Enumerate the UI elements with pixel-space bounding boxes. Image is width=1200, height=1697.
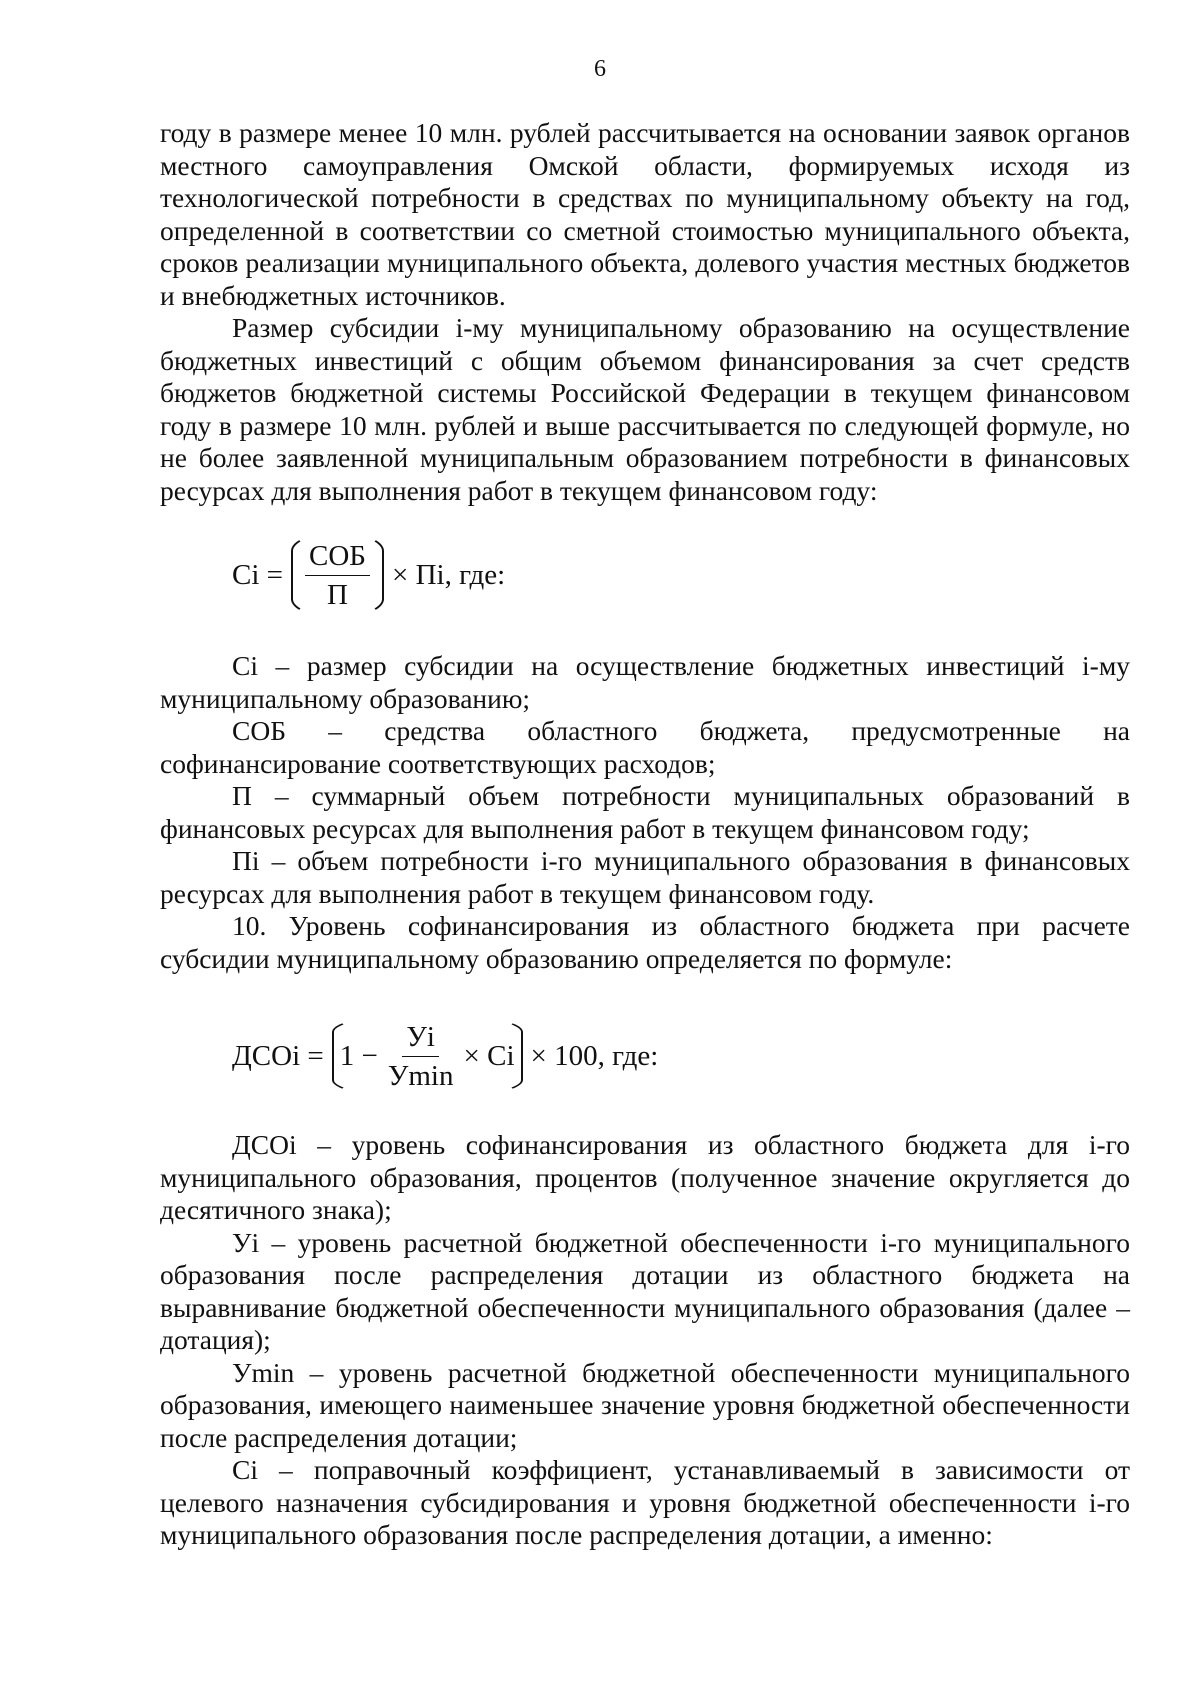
fraction-denominator: П	[327, 578, 348, 611]
paragraph: 10. Уровень софинансирования из областного бюджета при расчете субсидии муниципальному образованию определяется по формуле:	[160, 910, 1130, 974]
formula-tail: × Пi, где:	[391, 558, 506, 591]
formula-parentheses	[332, 1013, 523, 1099]
fraction-denominator: Уmin	[387, 1059, 454, 1092]
paragraph: Уi – уровень расчетной бюджетной обеспеченности i-го муниципального образования после распределения дотации из областного бюджета на выравнивание бюджетной обеспеченности муниципального образования (далее – дотация);	[160, 1226, 1130, 1355]
formula-lhs: ДСОi =	[232, 1039, 324, 1072]
fraction	[384, 1020, 458, 1093]
paragraph: ДСОi – уровень софинансирования из областного бюджета для i-го муниципального образования, процентов (полученное значение округляется до десятичного знака);	[160, 1129, 1130, 1225]
paragraph: СОБ – средства областного бюджета, предусмотренные на софинансирование соответствующих расходов;	[160, 715, 1130, 779]
paragraph: Уmin – уровень расчетной бюджетной обеспеченности муниципального образования, имеющего наименьшее значение уровня бюджетной обеспеченности после распределения дотации;	[160, 1356, 1130, 1453]
formula-parentheses	[291, 532, 384, 618]
formula-one-minus: 1 −	[339, 1039, 378, 1072]
paragraph: Пi – объем потребности i-го муниципального образования в финансовых ресурсах для выполнения работ в текущем финансовом году.	[160, 845, 1130, 909]
formula-tail: × 100, где:	[530, 1039, 659, 1072]
paragraph: П – суммарный объем потребности муниципальных образований в финансовых ресурсах для выполнения работ в текущем финансовом году;	[160, 780, 1130, 844]
formula-times-ci: × Ci	[463, 1039, 515, 1072]
text-block-bottom	[160, 1129, 1130, 1552]
paragraph: году в размере менее 10 млн. рублей рассчитывается на основании заявок органов местного самоуправления Омской области, формируемых исходя из технологической потребности в средствах по муниципальному объекту на год, определенной в соответствии со сметной стоимостью муниципального объекта, сроков реализации муниципального объекта, долевого участия местных бюджетов и внебюджетных источников.	[160, 117, 1130, 311]
formula-lhs: Ci =	[232, 558, 284, 591]
paragraph: Размер субсидии i-му муниципальному образованию на осуществление бюджетных инвестиций с общим объемом финансирования за счет средств бюджетов бюджетной системы Российской Федерации в текущем финансовом году в размере 10 млн. рублей и выше рассчитывается по следующей формуле, но не более заявленной муниципальным образованием потребности в финансовых ресурсах для выполнения работ в текущем финансовом году:	[160, 312, 1130, 506]
text-block-middle	[160, 650, 1130, 975]
cofinancing-formula	[232, 1016, 658, 1096]
paragraph: Ci – поправочный коэффициент, устанавливаемый в зависимости от целевого назначения субсидирования и уровня бюджетной обеспеченности i-го муниципального образования после распределения дотации, а именно:	[160, 1454, 1130, 1550]
paragraph: Ci – размер субсидии на осуществление бюджетных инвестиций i-му муниципальному образованию;	[160, 650, 1130, 714]
fraction	[305, 539, 370, 612]
page-number: 6	[594, 56, 606, 82]
fraction-numerator: СОБ	[305, 539, 370, 576]
subsidy-formula	[232, 535, 505, 615]
fraction-numerator: Уi	[402, 1020, 439, 1057]
text-block-top	[160, 117, 1130, 507]
